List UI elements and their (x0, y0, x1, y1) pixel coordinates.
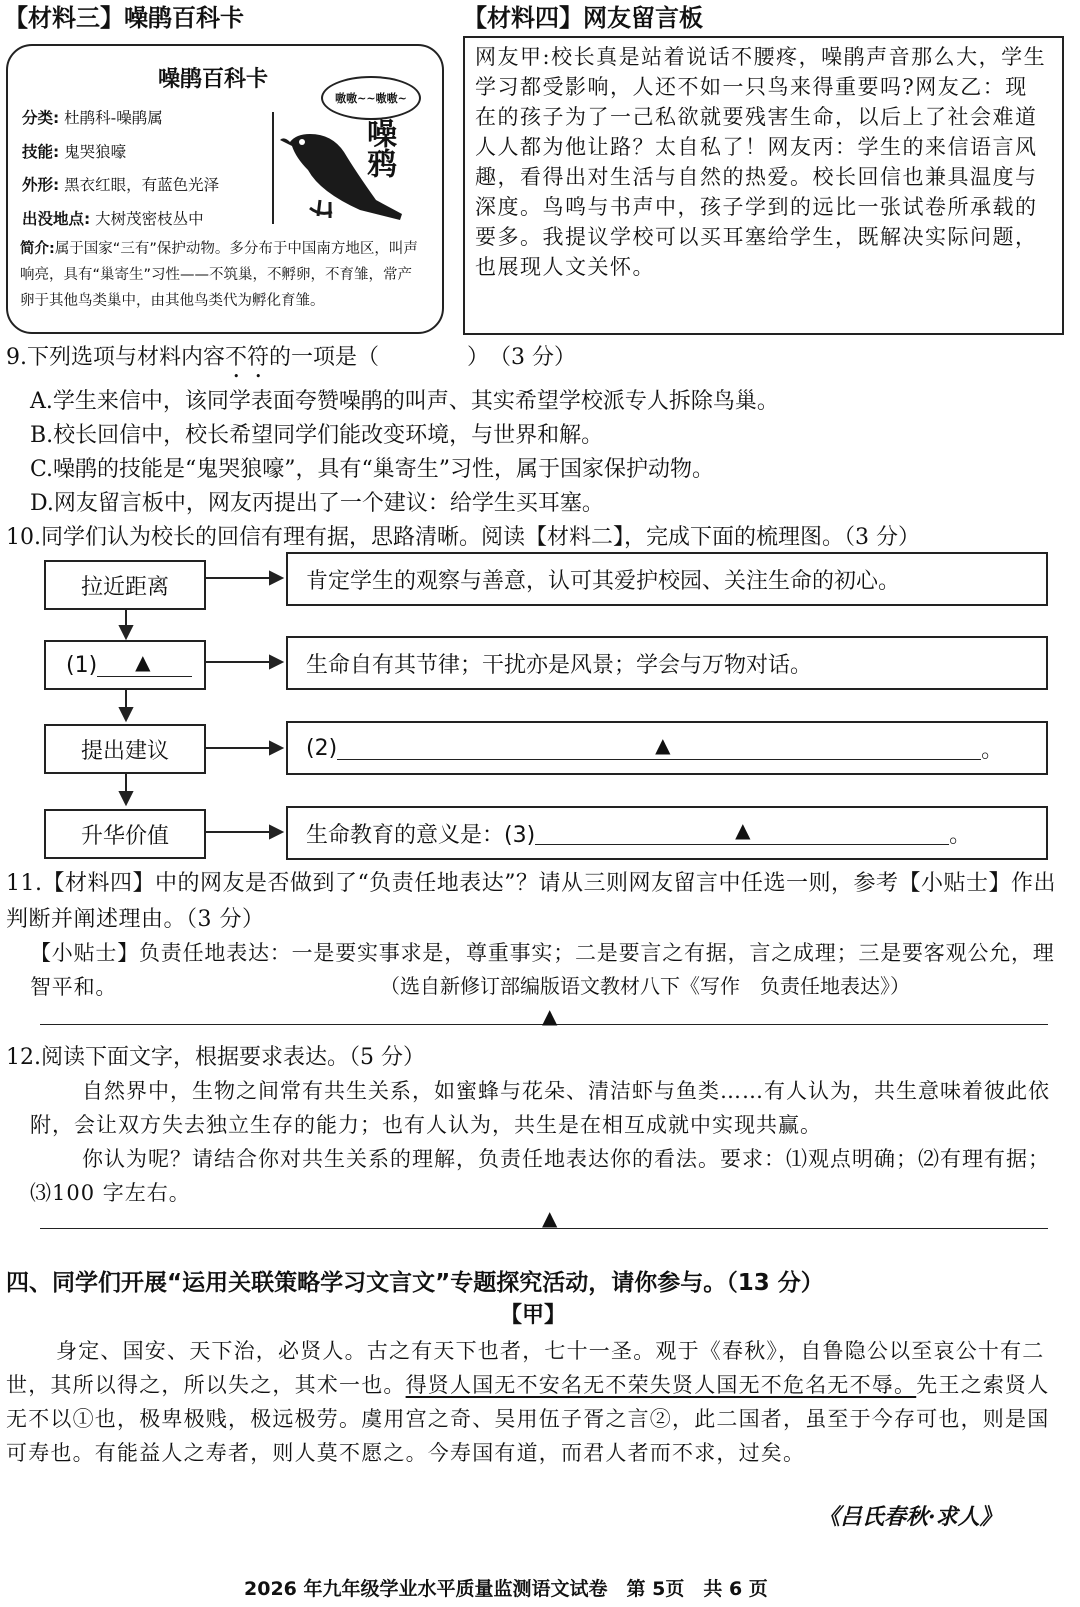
answer-marker: ▲ (542, 1004, 558, 1028)
passage-source: 《吕氏春秋·求人》 (818, 1504, 1002, 1530)
flow-result-1: 肯定学生的观察与善意，认可其爱护校园、关注生命的初心。 (286, 552, 1048, 606)
blank-label: (2) (306, 735, 338, 761)
q11-stem: 11.【材料四】中的网友是否做到了“负责任地表达”？请从三则网友留言中任选一则，参考【小贴士】作出判断并阐述理由。（3 分） (6, 871, 1056, 932)
cuckoo-stamp: 噪鸦 (361, 118, 396, 178)
q9-option-a: A.学生来信中，该同学表面夸赞噪鹃的叫声、其实希望学校派专人拆除鸟巢。 (30, 389, 779, 414)
q9-option-c: C.噪鹃的技能是“鬼哭狼嚎”，具有“巢寄生”习性，属于国家保护动物。 (30, 457, 715, 482)
row-label: 分类: (22, 109, 60, 127)
card-row-habitat (22, 207, 204, 229)
row-value: 黑衣红眼，有蓝色光泽 (64, 176, 220, 194)
comment-board-text: 网友甲:校长真是站着说话不腰疼，噪鹃声音那么大，学生学习都受影响，人还不如一只鸟来得重要吗?网友乙：现在的孩子为了一己私欲就要残害生命，以后上了社会难道人人都为他让路？太自私了！网友丙：学生的来信语言风趣，看得出对生活与自然的热爱。校长回信也兼具温度与深度。鸟鸣与书声中，孩子学到的远比一张试卷所承载的要多。我提议学校可以买耳塞给学生，既解决实际问题，也展现人文关怀。 (475, 45, 1047, 279)
q9-emphasis: 不符 (225, 345, 270, 370)
q9-option-b: B.校长回信中，校长希望同学们能改变环境，与世界和解。 (30, 423, 604, 448)
q11-tip: 【小贴士】负责任地表达：一是要实事求是，尊重事实；二是要言之有据，言之成理；三是要客观公允，理智平和。 (30, 941, 1055, 999)
card-row-skill (22, 140, 126, 162)
flow-box-4: 升华价值 (44, 809, 206, 859)
q9-stem (6, 340, 576, 383)
card-title: 噪鹃百科卡 (158, 67, 269, 92)
q12-stem: 12.阅读下面文字，根据要求表达。（5 分） (6, 1045, 425, 1070)
passage-text: 身定、国安、天下治，必贤人。古之有天下也者，七十一圣。观于《春秋》，自鲁隐公以至哀公十有二世，其所以得之，所以失之，其术一也。 (6, 1339, 1045, 1397)
answer-marker: ▲ (135, 649, 151, 674)
material4-heading: 【材料四】网友留言板 (463, 4, 703, 32)
material3-heading: 【材料三】噪鹃百科卡 (4, 4, 244, 32)
card-row-appearance (22, 173, 219, 195)
card-divider (272, 112, 274, 224)
row-label: 技能: (22, 143, 60, 161)
row-value: 大树茂密枝丛中 (95, 210, 204, 228)
end-mark: 。 (949, 822, 972, 848)
page-footer: 2026 年九年级学业水平质量监测语文试卷 第 5页 共 6 页 (244, 1578, 768, 1600)
flow-box-1: 拉近距离 (44, 560, 206, 610)
passage-text: 先王之索贤人无不以①也，极卑极贱，极远极劳。虞用宫之奇、吴用伍子胥之言②，此二国者，虽至于今存可也，则是国可寿也。有能益人之寿者，则人莫不愿之。今寿国有道，而君人者而不求，过矣。 (6, 1373, 1050, 1465)
flow-arrows (0, 550, 300, 870)
row-label: 外形: (22, 176, 60, 194)
card-row-class (22, 106, 163, 128)
blank-label: 生命教育的意义是：(3) (306, 822, 536, 848)
section4-heading: 四、同学们开展“运用关联策略学习文言文”专题探究活动，请你参与。（13 分） (6, 1270, 824, 1296)
flow-result-2: 生命自有其节律；干扰亦是风景；学会与万物对话。 (286, 636, 1048, 690)
end-mark: 。 (981, 737, 1004, 763)
flow-result-3 (286, 721, 1048, 775)
q9-stem-part: 的一项是（ ） （3 分） (269, 345, 577, 370)
answer-marker: ▲ (735, 817, 751, 842)
passage-underlined: 得贤人国无不安名无不荣失贤人国无不危名无不辱。 (405, 1373, 917, 1397)
q12-paragraph-2: 你认为呢？请结合你对共生关系的理解，负责任地表达你的看法。要求：⑴观点明确；⑵有理有据；⑶100 字左右。 (30, 1147, 1050, 1205)
intro-text: 属于国家“三有”保护动物。多分布于中国南方地区，叫声响亮，具有“巢寄生”习性——不筑巢，不孵卵，不育雏，常产卵于其他鸟类巢中，由其他鸟类代为孵化育雏。 (20, 241, 418, 309)
answer-marker: ▲ (542, 1206, 558, 1230)
card-intro (20, 236, 420, 314)
speech-bubble: 嗷嗷~~嗷嗷~ (321, 76, 421, 120)
row-label: 出没地点: (22, 210, 91, 228)
q12-paragraph-1: 自然界中，生物之间常有共生关系，如蜜蜂与花朵、清洁虾与鱼类……有人认为，共生意味着彼此依附，会让双方失去独立生存的能力；也有人认为，共生是在相互成就中实现共赢。 (30, 1079, 1050, 1137)
passage-jia-label: 【甲】 (500, 1302, 567, 1328)
flow-box-3: 提出建议 (44, 724, 206, 774)
q10-stem: 10.同学们认为校长的回信有理有据，思路清晰。阅读【材料二】，完成下面的梳理图。（3 分） (6, 525, 920, 550)
blank-label: (1) (66, 652, 98, 678)
flow-result-4 (286, 806, 1048, 860)
q9-stem-part: 9.下列选项与材料内容 (6, 345, 225, 370)
intro-label: 简介: (20, 241, 55, 257)
row-value: 鬼哭狼嚎 (64, 143, 127, 161)
passage-jia (6, 1334, 1052, 1470)
row-value: 杜鹃科-噪鹃属 (64, 109, 163, 127)
q11-source: （选自新修订部编版语文教材八下《写作 负责任地表达》） (380, 974, 910, 998)
q9-option-d: D.网友留言板中，网友丙提出了一个建议：给学生买耳塞。 (30, 491, 604, 516)
answer-marker: ▲ (655, 732, 671, 757)
